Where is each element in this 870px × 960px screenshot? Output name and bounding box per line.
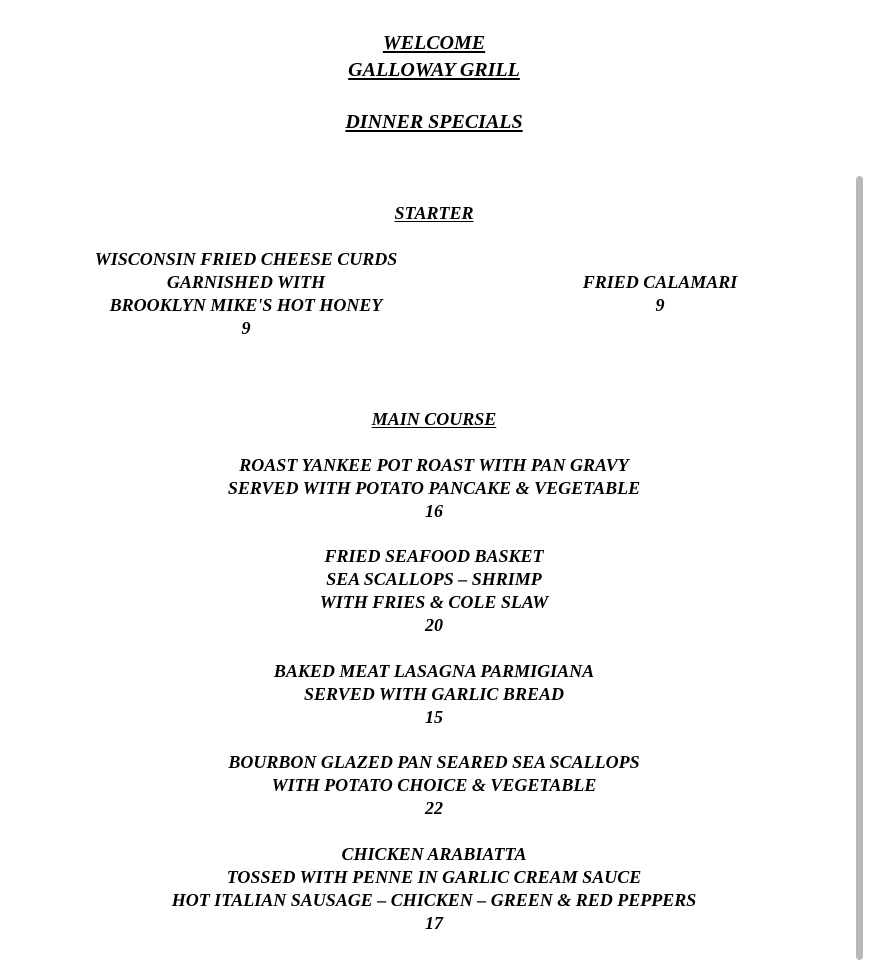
- main-item-price: 20: [425, 615, 443, 635]
- main-item-line: TOSSED WITH PENNE IN GARLIC CREAM SAUCE: [226, 867, 642, 887]
- main-item-price: 16: [425, 501, 443, 521]
- main-item-price: 22: [425, 798, 443, 818]
- main-item-line: BAKED MEAT LASAGNA PARMIGIANA: [273, 661, 595, 681]
- main-item-line: FRIED SEAFOOD BASKET: [324, 546, 544, 566]
- main-item-line: SEA SCALLOPS – SHRIMP: [326, 569, 542, 589]
- main-item-line: HOT ITALIAN SAUSAGE – CHICKEN – GREEN & RED PEPPERS: [171, 890, 697, 910]
- main-item-line: WITH FRIES & COLE SLAW: [319, 592, 549, 612]
- main-item-line: SERVED WITH GARLIC BREAD: [304, 684, 564, 704]
- main-item-price: 17: [425, 913, 443, 933]
- main-item-price: 15: [425, 707, 443, 727]
- welcome-heading: WELCOME: [382, 32, 486, 54]
- main-item-line: BOURBON GLAZED PAN SEARED SEA SCALLOPS: [228, 752, 640, 772]
- main-item-line: ROAST YANKEE POT ROAST WITH PAN GRAVY: [239, 455, 629, 475]
- starter-item-line: GARNISHED WITH: [166, 272, 326, 292]
- main-item-line: CHICKEN ARABIATTA: [341, 844, 527, 864]
- starter-item-cheese-curds: [88, 248, 404, 340]
- dinner-specials-heading: DINNER SPECIALS: [345, 111, 523, 133]
- starter-item-calamari: [560, 271, 760, 317]
- starter-item-line: BROOKLYN MIKE'S HOT HONEY: [109, 295, 383, 315]
- main-item-line: WITH POTATO CHOICE & VEGETABLE: [271, 775, 597, 795]
- starter-item-line: FRIED CALAMARI: [582, 272, 738, 292]
- vertical-scrollbar[interactable]: [856, 176, 863, 960]
- starter-item-line: WISCONSIN FRIED CHEESE CURDS: [94, 249, 398, 269]
- starter-item-price: 9: [655, 295, 665, 315]
- starter-heading: STARTER: [394, 203, 474, 223]
- main-course-heading: MAIN COURSE: [371, 409, 497, 429]
- restaurant-name: GALLOWAY GRILL: [348, 59, 520, 81]
- starter-item-price: 9: [241, 318, 251, 338]
- main-item-line: SERVED WITH POTATO PANCAKE & VEGETABLE: [227, 478, 641, 498]
